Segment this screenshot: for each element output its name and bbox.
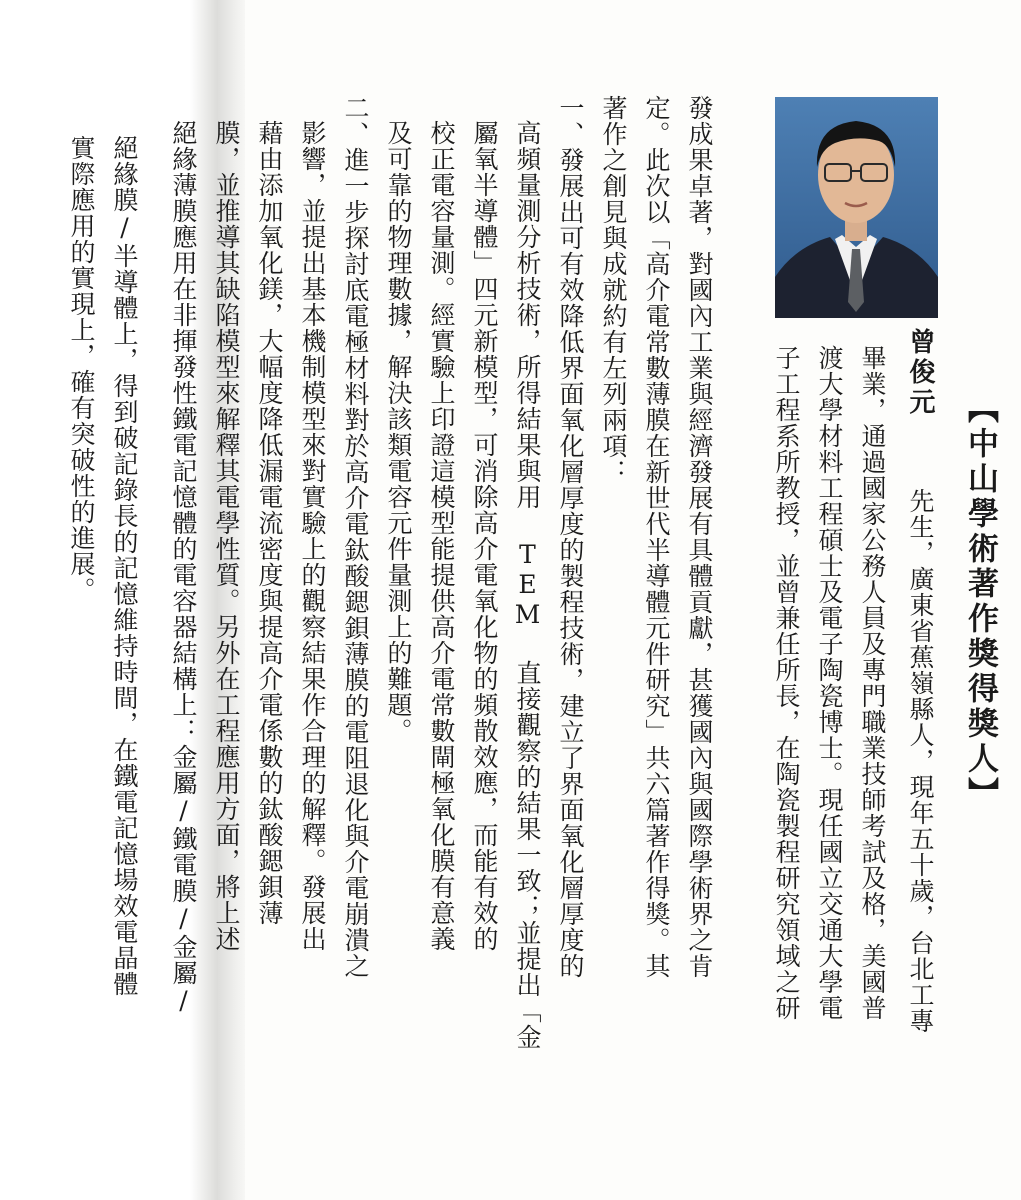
text-line: 屬氧半導體」四元新模型，可消除高介電氧化物的頻散效應，而能有效的 xyxy=(470,120,499,952)
text-line: 著作之創見與成就約有左列兩項： xyxy=(599,95,628,485)
text-line: 實際應用的實現上，確有突破性的進展。 xyxy=(67,135,96,603)
text-line: 藉由添加氧化鎂，大幅度降低漏電流密度與提高介電係數的鈦酸鍶鋇薄 xyxy=(255,120,284,926)
award-heading: 【中山學術著作獎得獎人】 xyxy=(962,392,998,812)
text-line: 先生，廣東省蕉嶺縣人，現年五十歲，台北工專 xyxy=(906,488,935,1034)
bio-text xyxy=(762,345,894,1128)
text-line: 絕緣薄膜應用在非揮發性鐵電記憶體的電容器結構上：金屬/鐵電膜/金屬/ xyxy=(169,120,198,1016)
text-line: 校正電容量測。經實驗上印證這模型能提供高介電常數閘極氧化膜有意義 xyxy=(427,120,456,952)
text-line: 定。此次以「高介電常數薄膜在新世代半導體元件研究」共六篇著作得獎。其 xyxy=(642,95,671,979)
body-text xyxy=(169,95,721,1130)
text-line: 畢業，通過國家公務人員及專門職業技師考試及格，美國普 xyxy=(858,345,887,1021)
text-line: 高頻量測分析技術，所得結果與用 TEM 直接觀察的結果一致；並提出「金 xyxy=(513,120,542,1050)
text-line: 及可靠的物理數據，解決該類電容元件量測上的難題。 xyxy=(384,120,413,744)
text-line: 渡大學材料工程碩士及電子陶瓷博士。現任國立交通大學電 xyxy=(815,345,844,1021)
left-page-text xyxy=(50,135,146,1115)
text-line: 二、進一步探討底電極材料對於高介電鈦酸鍶鋇薄膜的電阻退化與介電崩潰之 xyxy=(341,95,370,979)
text-line: 影響，並提出基本機制模型來對實驗上的觀察結果作合理的解釋。發展出 xyxy=(298,120,327,952)
text-line: 一、發展出可有效降低界面氧化層厚度的製程技術，建立了界面氧化層厚度的 xyxy=(556,95,585,979)
text-line: 發成果卓著，對國內工業與經濟發展有具體貢獻，甚獲國內與國際學術界之肯 xyxy=(685,95,714,979)
portrait-image xyxy=(775,97,938,318)
portrait-photo xyxy=(775,97,938,318)
text-line: 子工程系所教授，並曾兼任所長，在陶瓷製程研究領域之研 xyxy=(772,345,801,1021)
awardee-name: 曾俊元 xyxy=(905,328,935,418)
text-line: 絕緣膜/半導體上，得到破記錄長的記憶維持時間，在鐵電記憶場效電晶體 xyxy=(110,135,139,997)
text-line: 膜，並推導其缺陷模型來解釋其電學性質。另外在工程應用方面，將上述 xyxy=(212,120,241,952)
bio-first-line xyxy=(902,488,942,1128)
